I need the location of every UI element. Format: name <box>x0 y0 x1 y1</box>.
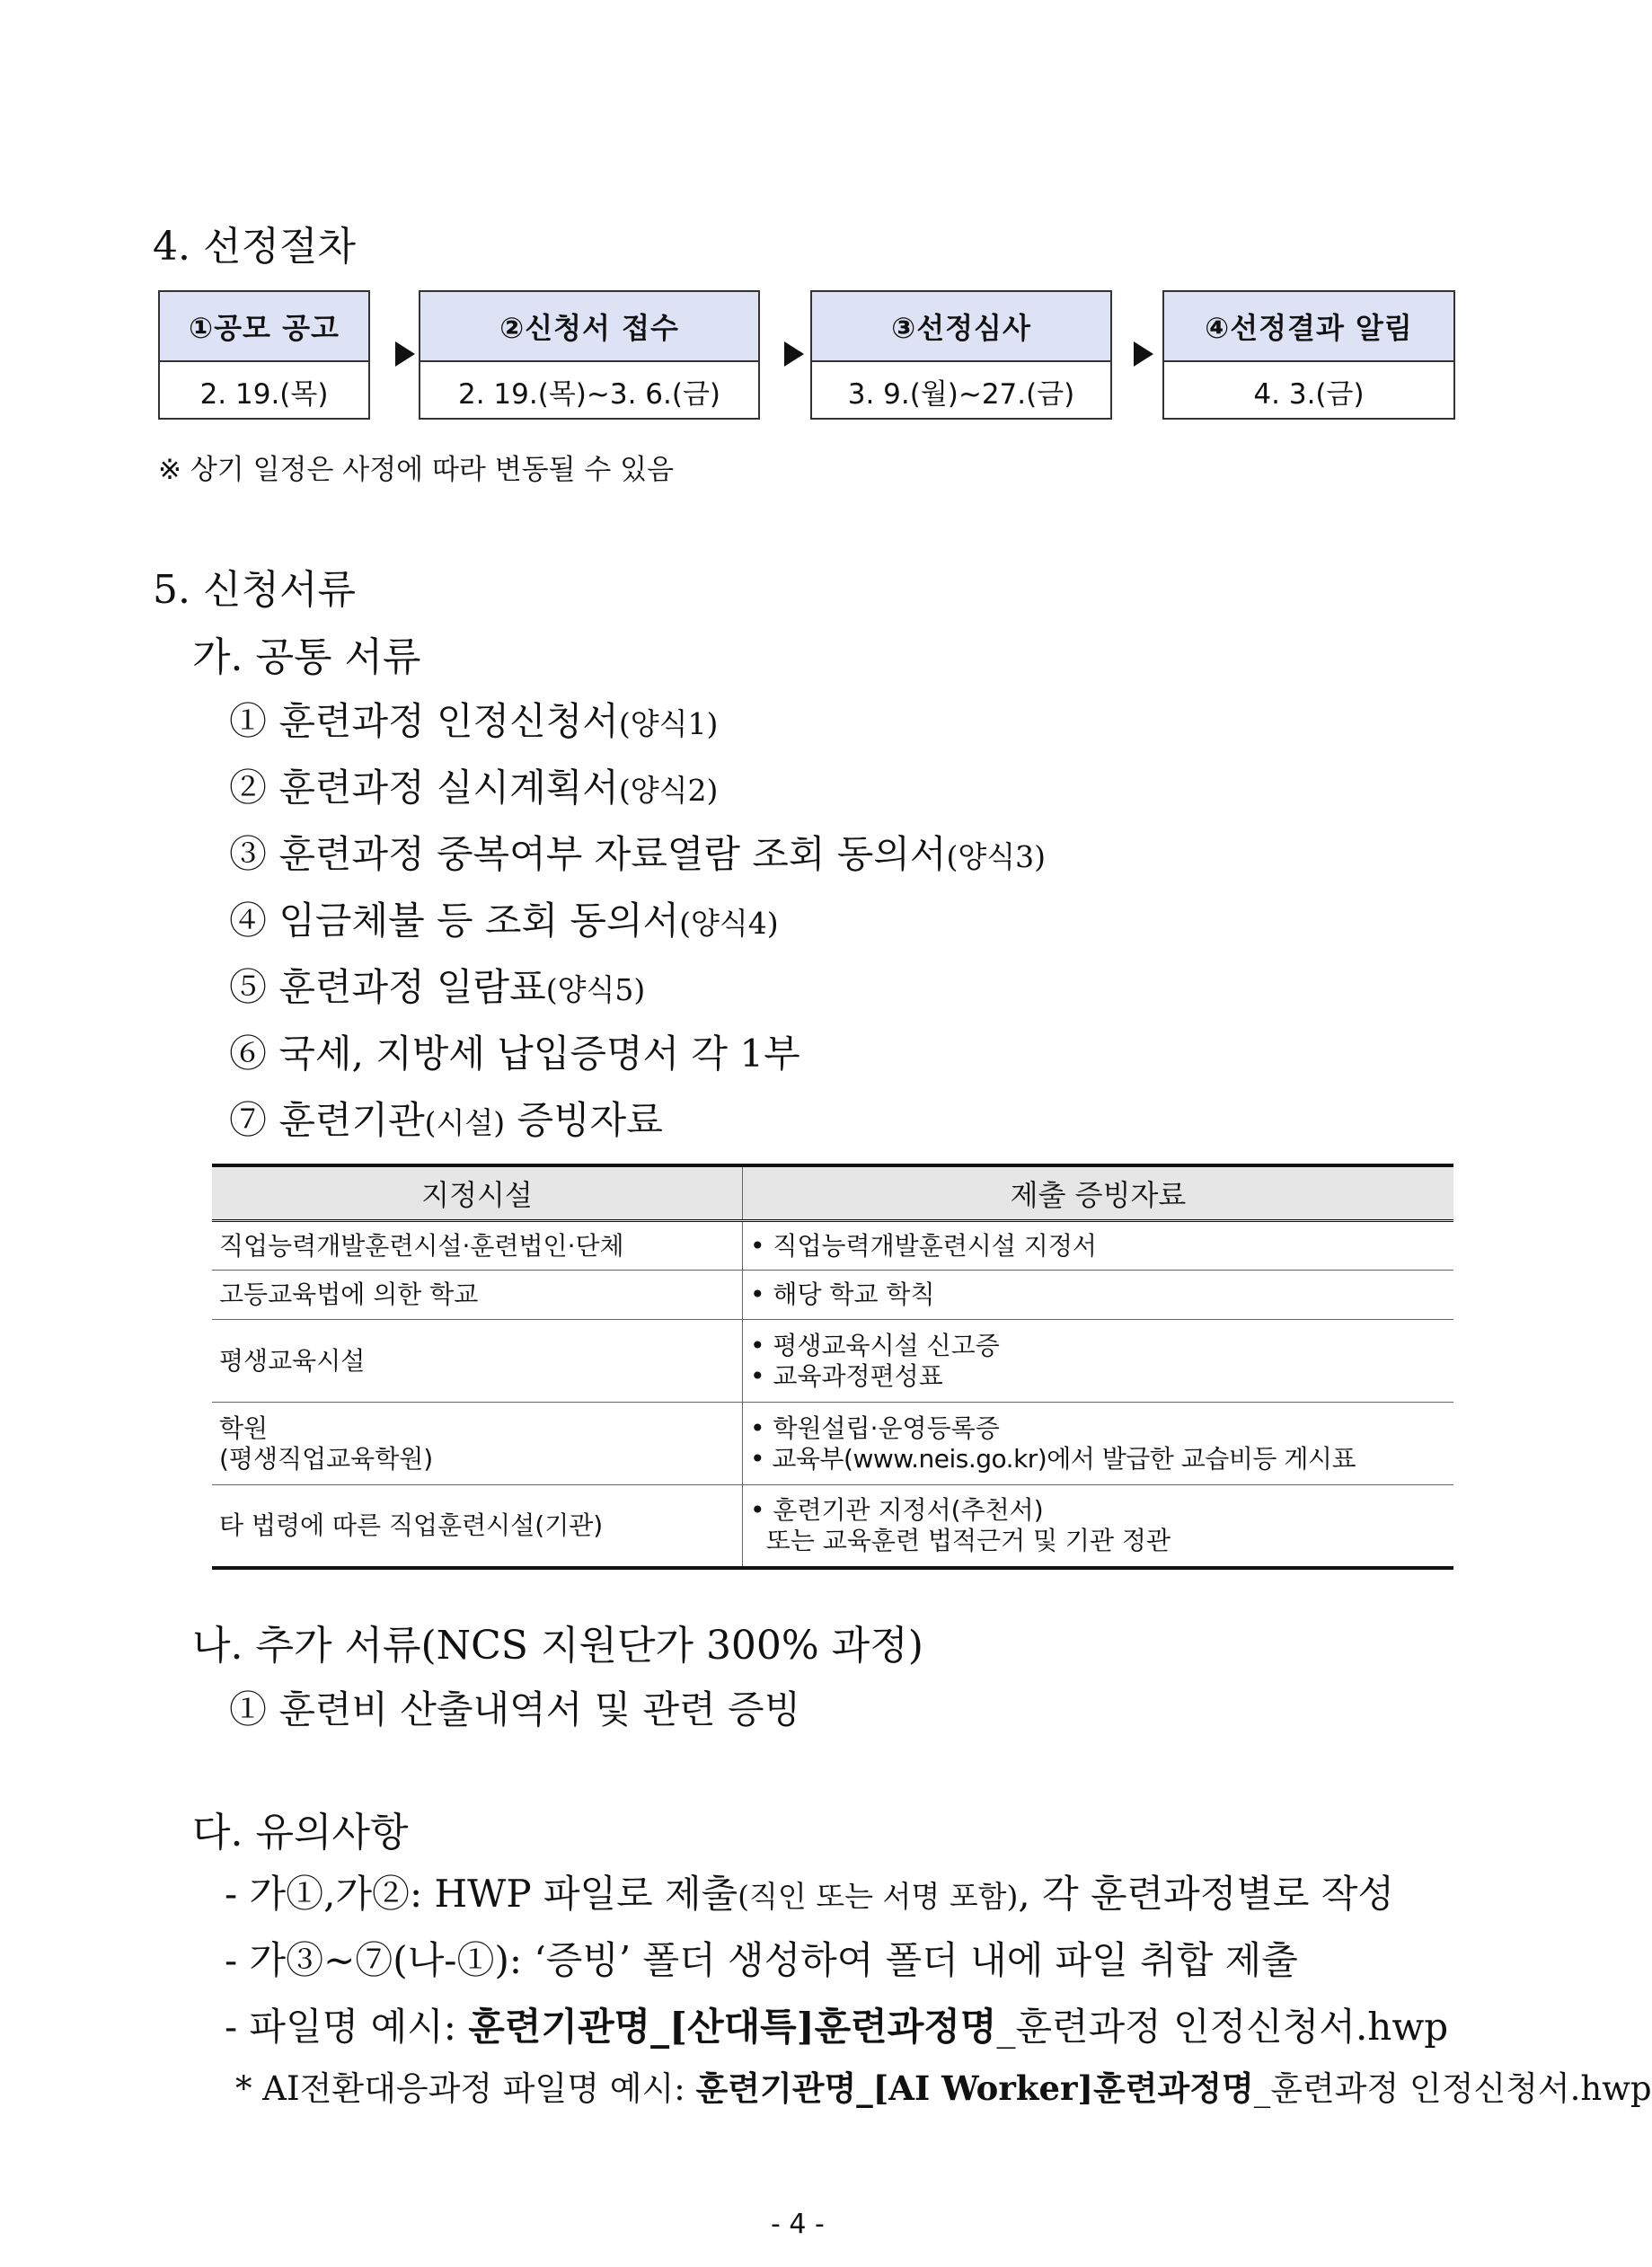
facility-cell: 학원 (평생직업교육학원) <box>212 1403 743 1485</box>
process-step-label: ①공모 공고 <box>160 292 368 362</box>
list-item: ⑤ 훈련과정 일람표(양식5) <box>229 965 646 1009</box>
page-number: - 4 - <box>771 2209 825 2240</box>
list-item: ② 훈련과정 실시계획서(양식2) <box>229 766 719 810</box>
docs-cell: • 평생교육시설 신고증 • 교육과정편성표 <box>743 1320 1454 1403</box>
list-item: ① 훈련과정 인정신청서(양식1) <box>229 699 719 743</box>
process-step-4 <box>1162 290 1455 420</box>
docs-cell: • 직업능력개발훈련시설 지정서 <box>743 1221 1454 1271</box>
facility-cell: 고등교육법에 의한 학교 <box>212 1271 743 1320</box>
process-step-1 <box>158 290 370 420</box>
docs-cell: • 훈련기관 지정서(추천서) 또는 교육훈련 법적근거 및 기관 정관 <box>743 1485 1454 1568</box>
process-step-date: 3. 9.(월)~27.(금) <box>847 377 1075 411</box>
docs-cell: • 해당 학교 학칙 <box>743 1271 1454 1320</box>
list-item: ① 훈련비 산출내역서 및 관련 증빙 <box>229 1687 801 1731</box>
table-row <box>212 1403 1453 1485</box>
required-documents-table <box>212 1164 1453 1570</box>
notice-line: * AI전환대응과정 파일명 예시: 훈련기관명_[AI Worker]훈련과정명_훈련과정 인정신청서.hwp <box>235 2068 1652 2108</box>
list-item: ⑦ 훈련기관(시설) 증빙자료 <box>229 1098 663 1142</box>
process-step-label: ③선정심사 <box>812 292 1110 362</box>
list-item: ③ 훈련과정 중복여부 자료열람 조회 동의서(양식3) <box>229 832 1046 876</box>
table-row <box>212 1271 1453 1320</box>
notice-line: - 파일명 예시: 훈련기관명_[산대특]훈련과정명_훈련과정 인정신청서.hwp <box>225 2005 1449 2049</box>
process-step-label: ④선정결과 알림 <box>1164 292 1453 362</box>
subsection-a-title: 가. 공통 서류 <box>192 634 421 680</box>
facility-cell: 직업능력개발훈련시설·훈련법인·단체 <box>212 1221 743 1271</box>
process-step-2 <box>419 290 760 420</box>
notice-line: - 가③~⑦(나-①): ‘증빙’ 폴더 생성하여 폴더 내에 파일 취합 제출 <box>225 1938 1298 1982</box>
list-item: ⑥ 국세, 지방세 납입증명서 각 1부 <box>229 1032 800 1076</box>
facility-cell: 타 법령에 따른 직업훈련시설(기관) <box>212 1485 743 1568</box>
process-step-label: ②신청서 접수 <box>420 292 758 362</box>
schedule-note: ※ 상기 일정은 사정에 따라 변동될 수 있음 <box>158 454 675 486</box>
process-step-date: 2. 19.(목)~3. 6.(금) <box>458 377 720 411</box>
arrow-right-icon <box>1134 341 1153 367</box>
process-step-date: 4. 3.(금) <box>1253 377 1365 411</box>
subsection-c-title: 다. 유의사항 <box>192 1810 409 1855</box>
subsection-b-title: 나. 추가 서류(NCS 지원단가 300% 과정) <box>192 1623 923 1669</box>
docs-cell: • 학원설립·운영등록증 • 교육부(www.neis.go.kr)에서 발급한 교습비등 게시표 <box>743 1403 1454 1485</box>
process-step-date: 2. 19.(목) <box>199 377 329 411</box>
table-header-row <box>212 1165 1453 1221</box>
table-row <box>212 1485 1453 1568</box>
section-4-title: 4. 선정절차 <box>153 224 356 270</box>
column-header: 제출 증빙자료 <box>743 1165 1454 1221</box>
facility-cell: 평생교육시설 <box>212 1320 743 1403</box>
table-row <box>212 1320 1453 1403</box>
arrow-right-icon <box>784 341 804 367</box>
list-item: ④ 임금체불 등 조회 동의서(양식4) <box>229 899 779 943</box>
arrow-right-icon <box>395 341 415 367</box>
section-5-title: 5. 신청서류 <box>153 567 356 613</box>
notice-line: - 가①,가②: HWP 파일로 제출(직인 또는 서명 포함), 각 훈련과정별로 작성 <box>225 1872 1394 1916</box>
column-header: 지정시설 <box>212 1165 743 1221</box>
table-row <box>212 1221 1453 1271</box>
process-step-3 <box>810 290 1112 420</box>
